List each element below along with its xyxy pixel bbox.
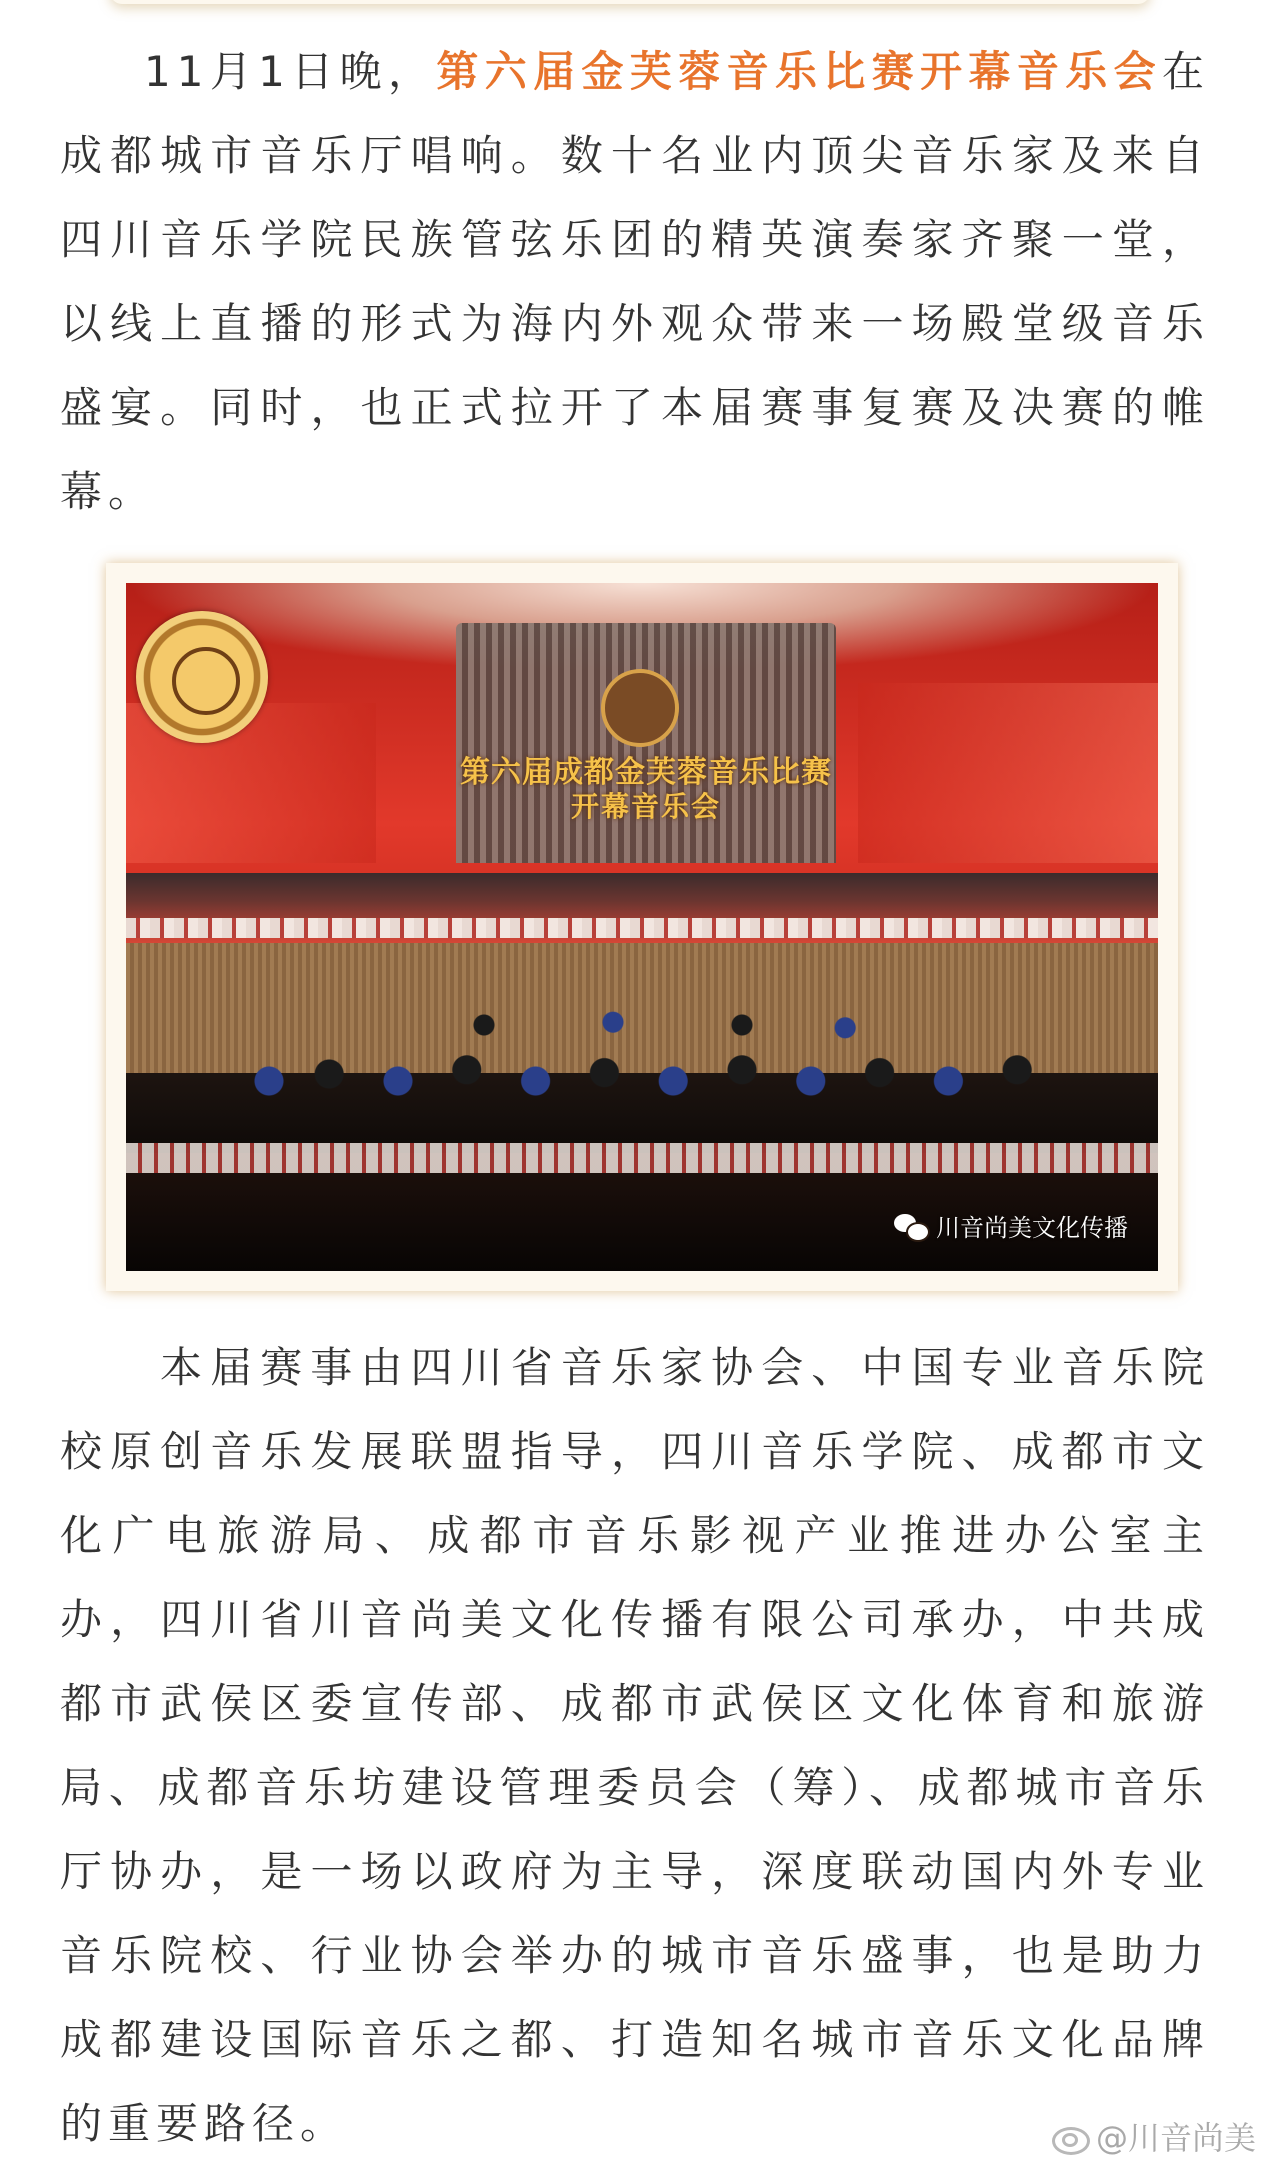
paragraph-1-lead: 11月1日晚，: [144, 47, 437, 96]
previous-card-edge: [110, 0, 1150, 4]
paragraph-1-rest: 在成都城市音乐厅唱响。数十名业内顶尖音乐家及来自四川音乐学院民族管弦乐团的精英演奏家齐聚一堂，以线上直播的形式为海内外观众带来一场殿堂级音乐盛宴。同时，也正式拉开了本届赛事复赛及决赛的帷幕。: [60, 47, 1210, 516]
organ-emblem: [601, 669, 679, 747]
weibo-watermark: [1052, 2113, 1256, 2159]
orchestra-musicians: [226, 983, 1086, 1123]
flower-rail: [126, 918, 1158, 938]
photo-frame: [106, 563, 1178, 1291]
weibo-watermark-text: @川音尚美: [1095, 2119, 1256, 2157]
logo-emblem: [172, 647, 240, 715]
article-paragraph-2: 本届赛事由四川省音乐家协会、中国专业音乐院校原创音乐发展联盟指导，四川音乐学院、成都市文化广电旅游局、成都市音乐影视产业推进办公室主办，四川省川音尚美文化传播有限公司承办，中共成都市武侯区委宣传部、成都市武侯区文化体育和旅游局、成都音乐坊建设管理委员会（筹）、成都城市音乐厅协办，是一场以政府为主导，深度联动国内外专业音乐院校、行业协会举办的城市音乐盛事，也是助力成都建设国际音乐之都、打造知名城市音乐文化品牌的重要路径。: [60, 1343, 1210, 2148]
wechat-icon: [894, 1212, 928, 1240]
stage-front-flowers: [126, 1143, 1158, 1173]
photo-watermark: [894, 1208, 1128, 1243]
article-paragraph-1: [60, 30, 1210, 534]
competition-logo: [136, 611, 268, 743]
event-title-highlight: 第六届金芙蓉音乐比赛开幕音乐会: [436, 47, 1162, 96]
right-wall: [858, 683, 1158, 863]
stage-banner-line-2: 开幕音乐会: [570, 790, 721, 823]
weibo-icon: [1052, 2121, 1090, 2151]
photo-watermark-text: 川音尚美文化传播: [936, 1214, 1128, 1242]
concert-photo[interactable]: [126, 583, 1158, 1271]
stage-banner-line-1: 第六届成都金芙蓉音乐比赛: [460, 755, 832, 790]
